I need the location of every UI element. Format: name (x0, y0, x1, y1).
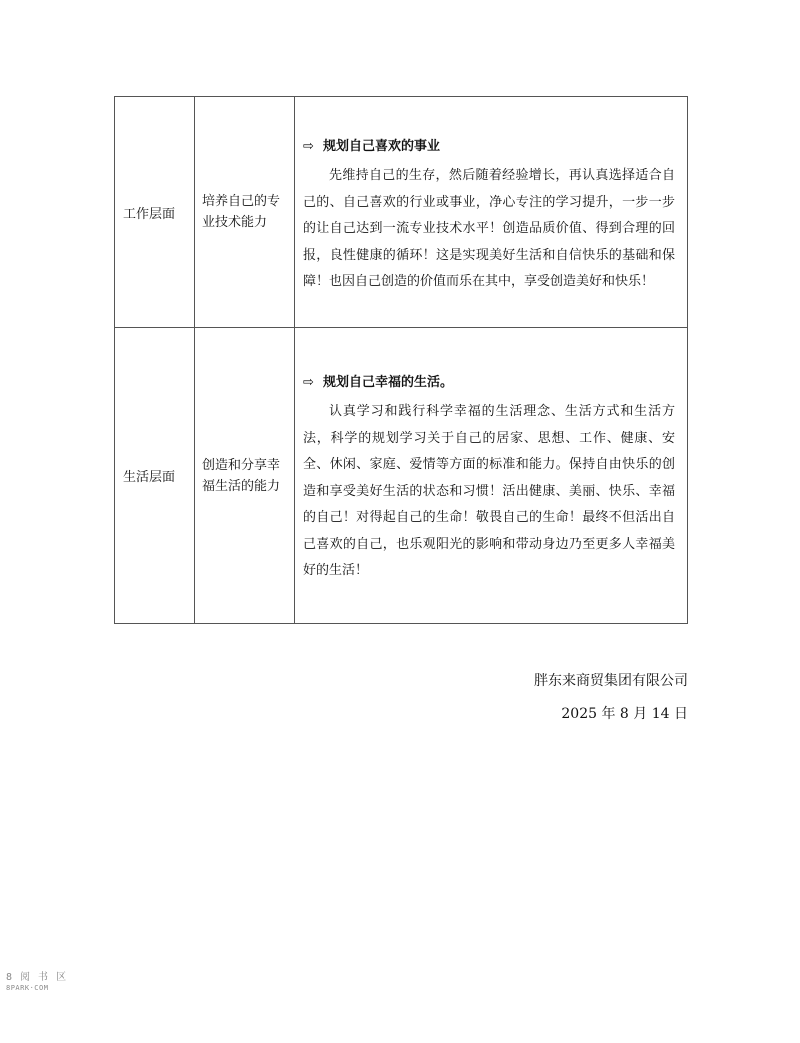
table-row-life (115, 328, 688, 624)
section-paragraph: 认真学习和践行科学幸福的生活理念、生活方式和生活方法，科学的规划学习关于自己的居家、思想、工作、健康、安全、休闲、家庭、爱情等方面的标准和能力。保持自由快乐的创造和享受美好生活的状态和习惯！活出健康、美丽、快乐、幸福的自己！对得起自己的生命！敬畏自己的生命！最终不但活出自己喜欢的自己，也乐观阳光的影响和带动身边乃至更多人幸福美好的生活！ (303, 404, 675, 579)
right-arrow-icon: ⇨ (303, 375, 314, 391)
section-paragraph: 先维持自己的生存，然后随着经验增长，再认真选择适合自己的、自己喜欢的行业或事业，净心专注的学习提升，一步一步的让自己达到一流专业技术水平！创造品质价值、得到合理的回报，良性健康的循环！这是实现美好生活和自信快乐的基础和保障！也因自己创造的价值而乐在其中，享受创造美好和快乐！ (303, 168, 675, 290)
heading-text: 规划自己喜欢的事业 (323, 139, 441, 155)
table-row-work (115, 97, 688, 328)
content-cell (295, 328, 688, 624)
signature-company: 胖东来商贸集团有限公司 (534, 673, 688, 689)
content-cell (295, 97, 688, 328)
right-arrow-icon: ⇨ (303, 139, 314, 155)
category-cell: 工作层面 (115, 97, 195, 328)
section-heading (303, 373, 675, 393)
category-cell: 生活层面 (115, 328, 195, 624)
watermark-subtext: 8PARK·COM (6, 984, 49, 992)
subcategory-cell: 创造和分享幸福生活的能力 (195, 328, 295, 624)
watermark (6, 972, 67, 994)
plan-table (114, 96, 688, 624)
watermark-text: 8 阅 书 区 (6, 972, 68, 983)
subcategory-cell: 培养自己的专业技术能力 (195, 97, 295, 328)
signature-date: 2025 年 8 月 14 日 (561, 706, 688, 722)
section-heading (303, 137, 675, 157)
heading-text: 规划自己幸福的生活。 (323, 375, 454, 391)
